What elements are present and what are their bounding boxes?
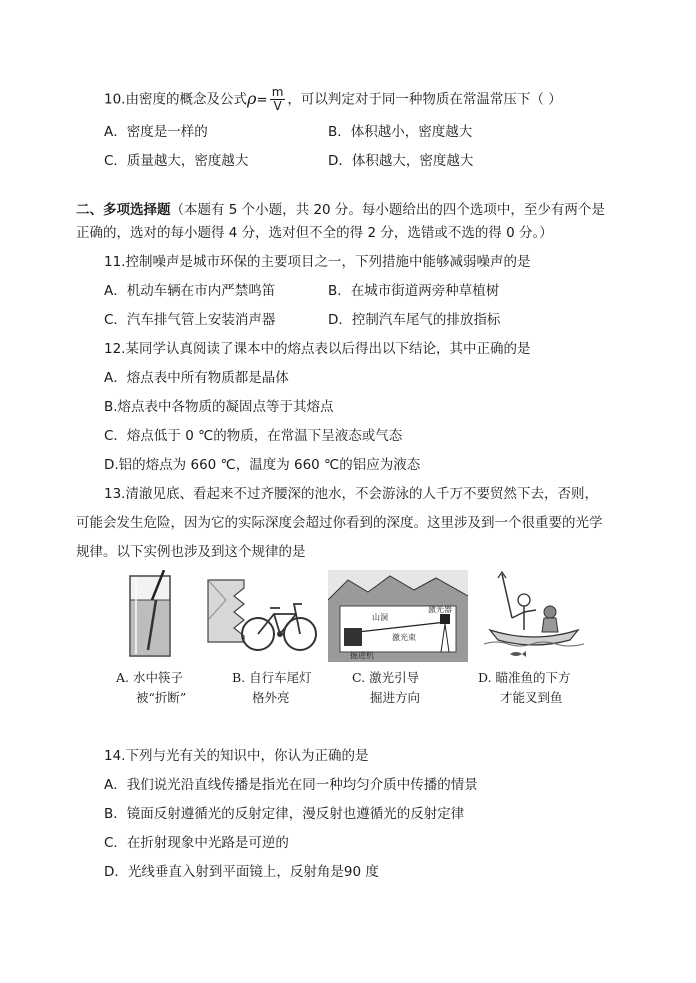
figure-d-caption-line2: 才能叉到鱼 xyxy=(500,690,563,705)
figure-c xyxy=(328,570,468,662)
bicycle-taillight-illustration xyxy=(204,570,320,660)
q13-stem-line2: 可能会发生危险，因为它的实际深度会超过你看到的深度。这里涉及到一个很重要的光学 xyxy=(76,515,603,531)
section2-desc2: 正确的，选对的每小题得 4 分，选对但不全的得 2 分，选错或不选的得 0 分。） xyxy=(76,225,553,241)
q10-option-b: B．体积越小，密度越大 xyxy=(328,124,473,140)
label-laser-source: 激光器 xyxy=(428,605,452,614)
glass-chopstick-illustration xyxy=(126,570,176,660)
spear-fishing-illustration xyxy=(484,570,584,662)
formula-fraction xyxy=(270,86,286,113)
q11-stem: 11.控制噪声是城市环保的主要项目之一，下列措施中能够减弱噪声的是 xyxy=(104,254,531,270)
figure-a-caption-line1: A. 水中筷子 xyxy=(116,670,183,685)
section2-title: 二、多项选择题 xyxy=(76,202,171,218)
q14-option-d: D．光线垂直入射到平面镜上，反射角是90 度 xyxy=(104,864,379,880)
q10-stem-post: ，可以判定对于同一种物质在常温常压下（ ） xyxy=(287,91,562,108)
q12-option-b: B.熔点表中各物质的凝固点等于其熔点 xyxy=(104,399,334,415)
q14-option-c: C．在折射现象中光路是可逆的 xyxy=(104,835,289,851)
figure-d xyxy=(484,570,584,662)
formula-equals: = xyxy=(256,91,268,108)
figure-c-caption-line1: C. 激光引导 xyxy=(352,670,420,685)
q10-option-a: A．密度是一样的 xyxy=(104,124,208,140)
q11-option-b: B．在城市街道两旁种草植树 xyxy=(328,283,500,299)
q10-option-d: D．体积越大，密度越大 xyxy=(328,153,474,169)
label-laser-beam: 激光束 xyxy=(392,633,416,642)
density-formula xyxy=(246,85,287,113)
figure-b xyxy=(204,570,320,660)
section2-desc1: （本题有 5 个小题，共 20 分。每小题给出的四个选项中，至少有两个是 xyxy=(170,202,605,218)
laser-tunnel-illustration xyxy=(328,570,468,662)
formula-denominator: V xyxy=(273,99,282,113)
q14-stem: 14.下列与光有关的知识中，你认为正确的是 xyxy=(104,748,369,764)
section2-header xyxy=(76,200,605,220)
q10-stem xyxy=(104,86,562,113)
q12-option-d: D.铝的熔点为 660 ℃，温度为 660 ℃的铝应为液态 xyxy=(104,457,421,473)
q12-stem: 12.某同学认真阅读了课本中的熔点表以后得出以下结论，其中正确的是 xyxy=(104,341,531,357)
label-machine: 掘进机 xyxy=(350,651,374,660)
q11-option-d: D．控制汽车尾气的排放指标 xyxy=(328,312,501,328)
q14-option-b: B．镜面反射遵循光的反射定律，漫反射也遵循光的反射定律 xyxy=(104,806,465,822)
figure-b-caption-line1: B. 自行车尾灯 xyxy=(232,670,312,685)
q12-option-a: A．熔点表中所有物质都是晶体 xyxy=(104,370,289,386)
figure-b-caption-line2: 格外亮 xyxy=(252,690,290,705)
q12-option-c: C．熔点低于 0 ℃的物质，在常温下呈液态或气态 xyxy=(104,428,403,444)
figure-a xyxy=(126,570,176,660)
formula-rho: ρ xyxy=(246,88,257,108)
figure-a-caption-line2: 被“折断” xyxy=(136,690,187,705)
q14-option-a: A．我们说光沿直线传播是指光在同一种均匀介质中传播的情景 xyxy=(104,777,478,793)
q10-stem-pre: 10.由密度的概念及公式 xyxy=(104,91,247,108)
q13-stem-line1: 13.清澈见底、看起来不过齐腰深的池水，不会游泳的人千万不要贸然下去，否则， xyxy=(104,486,598,502)
q13-figures xyxy=(112,570,584,710)
q13-stem-line3: 规律。以下实例也涉及到这个规律的是 xyxy=(76,544,306,560)
label-hill: 山洞 xyxy=(372,613,388,622)
q11-option-c: C．汽车排气管上安装消声器 xyxy=(104,312,276,328)
figure-d-caption-line1: D. 瞄准鱼的下方 xyxy=(478,670,571,685)
formula-numerator: m xyxy=(271,85,284,99)
figure-c-caption-line2: 掘进方向 xyxy=(370,690,421,705)
q11-option-a: A．机动车辆在市内严禁鸣笛 xyxy=(104,283,276,299)
q10-option-c: C．质量越大，密度越大 xyxy=(104,153,249,169)
